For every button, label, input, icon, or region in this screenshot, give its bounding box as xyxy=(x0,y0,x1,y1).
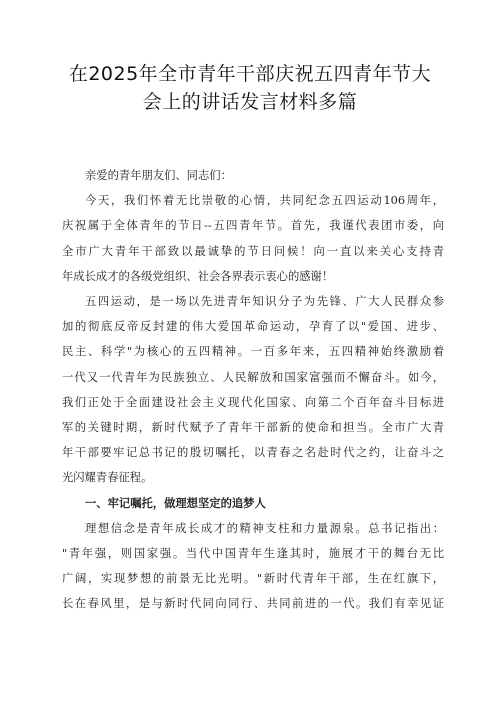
paragraph-line: 我们正处于全面建设社会主义现代化国家、向第二个百年奋斗目标进 xyxy=(62,395,444,409)
paragraph-line: 广阔，实现梦想的前景无比光明。"新时代青年干部，生在红旗下， xyxy=(62,572,444,586)
paragraph-line: 全市广大青年干部致以最诚挚的节日问候！向一直以来关心支持青 xyxy=(62,244,444,258)
document-body xyxy=(62,163,444,617)
paragraph-line: 民主、科学"为核心的五四精神。一百多年来，五四精神始终激励着 xyxy=(62,345,444,359)
title-line-2: 会上的讲话发言材料多篇 xyxy=(142,91,358,113)
paragraph-line: 庆祝属于全体青年的节日--五四青年节。首先，我谨代表团市委，向 xyxy=(62,219,444,233)
section-heading: 一、牢记嘱托，做理想坚定的追梦人 xyxy=(85,495,266,510)
salutation: 亲爱的青年朋友们、同志们： xyxy=(85,169,232,182)
paragraph-line: 今天，我们怀着无比崇敬的心情，共同纪念五四运动106周年， xyxy=(85,194,444,208)
paragraph-line: 理想信念是青年成长成才的精神支柱和力量源泉。总书记指出： xyxy=(85,521,444,535)
paragraph-line: 年成长成才的各级党组织、社会各界表示衷心的感谢！ xyxy=(62,269,334,283)
paragraph-line: 长在春风里，是与新时代同向同行、共同前进的一代。我们有幸见证 xyxy=(62,597,444,611)
paragraph-line: "青年强，则国家强。当代中国青年生逢其时，施展才干的舞台无比 xyxy=(62,547,444,561)
paragraph-line: 一代又一代青年为民族独立、人民解放和国家富强而不懈奋斗。如今， xyxy=(62,370,444,384)
paragraph-line: 年干部要牢记总书记的殷切嘱托，以青春之名赴时代之约，让奋斗之 xyxy=(62,446,444,460)
document-title xyxy=(50,60,450,116)
paragraph-line: 光闪耀青春征程。 xyxy=(62,471,153,485)
paragraph-line: 军的关键时期，新时代赋予了青年干部新的使命和担当。全市广大青 xyxy=(62,421,444,435)
paragraph-line: 加的彻底反帝反封建的伟大爱国革命运动，孕育了以"爱国、进步、 xyxy=(62,320,444,334)
title-line-1: 在2025年全市青年干部庆祝五四青年节大 xyxy=(68,63,432,85)
paragraph-line: 五四运动，是一场以先进青年知识分子为先锋、广大人民群众参 xyxy=(85,295,444,309)
